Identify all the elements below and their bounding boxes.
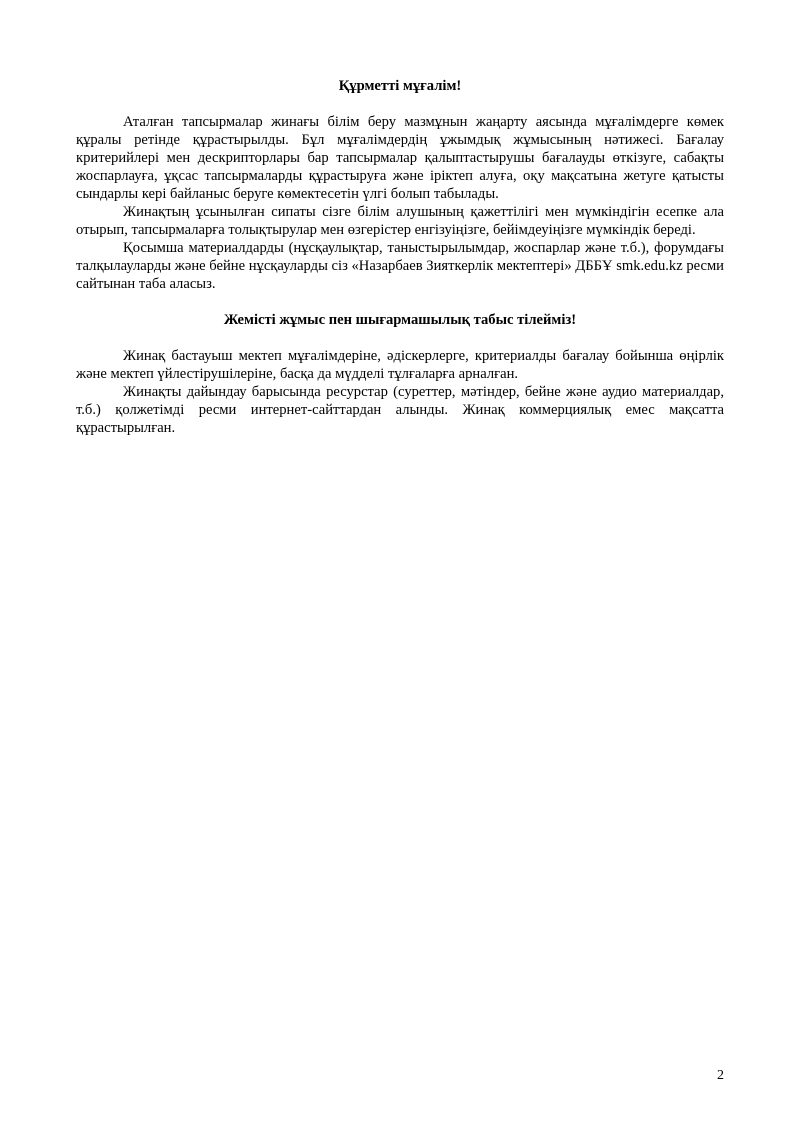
- closing-paragraph-2: Жинақты дайындау барысында ресурстар (суреттер, мәтіндер, бейне және аудио материалдар, т.б.) қолжетімді ресми интернет-сайттардан алынды. Жинақ коммерциялық емес мақсатта құрастырылған.: [76, 384, 724, 436]
- closing-paragraph-1: Жинақ бастауыш мектеп мұғалімдеріне, әдіскерлерге, критериалды бағалау бойынша өңірлік және мектеп үйлестірушілеріне, басқа да мүдделі тұлғаларға арналған.: [76, 348, 724, 382]
- intro-paragraph-3: Қосымша материалдарды (нұсқаулықтар, таныстырылымдар, жоспарлар және т.б.), форумдағы талқылауларды және бейне нұсқауларды сіз «Назарбаев Зияткерлік мектептері» ДББҰ smk.edu.kz ресми сайтынан таба аласыз.: [76, 240, 724, 292]
- page-number: 2: [717, 1068, 724, 1083]
- greeting-heading: Құрметті мұғалім!: [338, 78, 462, 94]
- wish-heading: Жемісті жұмыс пен шығармашылық табыс тілейміз!: [223, 312, 577, 328]
- intro-paragraph-2: Жинақтың ұсынылған сипаты сізге білім алушының қажеттілігі мен мүмкіндігін есепке ала отырып, тапсырмаларға толықтырулар мен өзгерістер енгізуіңізге, бейімдеуіңізге мүмкіндік береді.: [76, 204, 724, 238]
- document-page: [76, 75, 724, 437]
- intro-paragraph-1: Аталған тапсырмалар жинағы білім беру мазмұнын жаңарту аясында мұғалімдерге көмек құралы ретінде құрастырылды. Бұл мұғалімдердің ұжымдық жұмысының нәтижесі. Бағалау критерийлері мен дескрипторлары бар тапсырмалар қалыптастырушы бағалауды өткізуге, сабақты жоспарлауға, ұқсас тапсырмаларды құрастыруға және іріктеп алуға, оқу мақсатына жетуге қатысты сындарлы кері байланыс беруге көмектесетін үлгі болып табылады.: [76, 114, 724, 202]
